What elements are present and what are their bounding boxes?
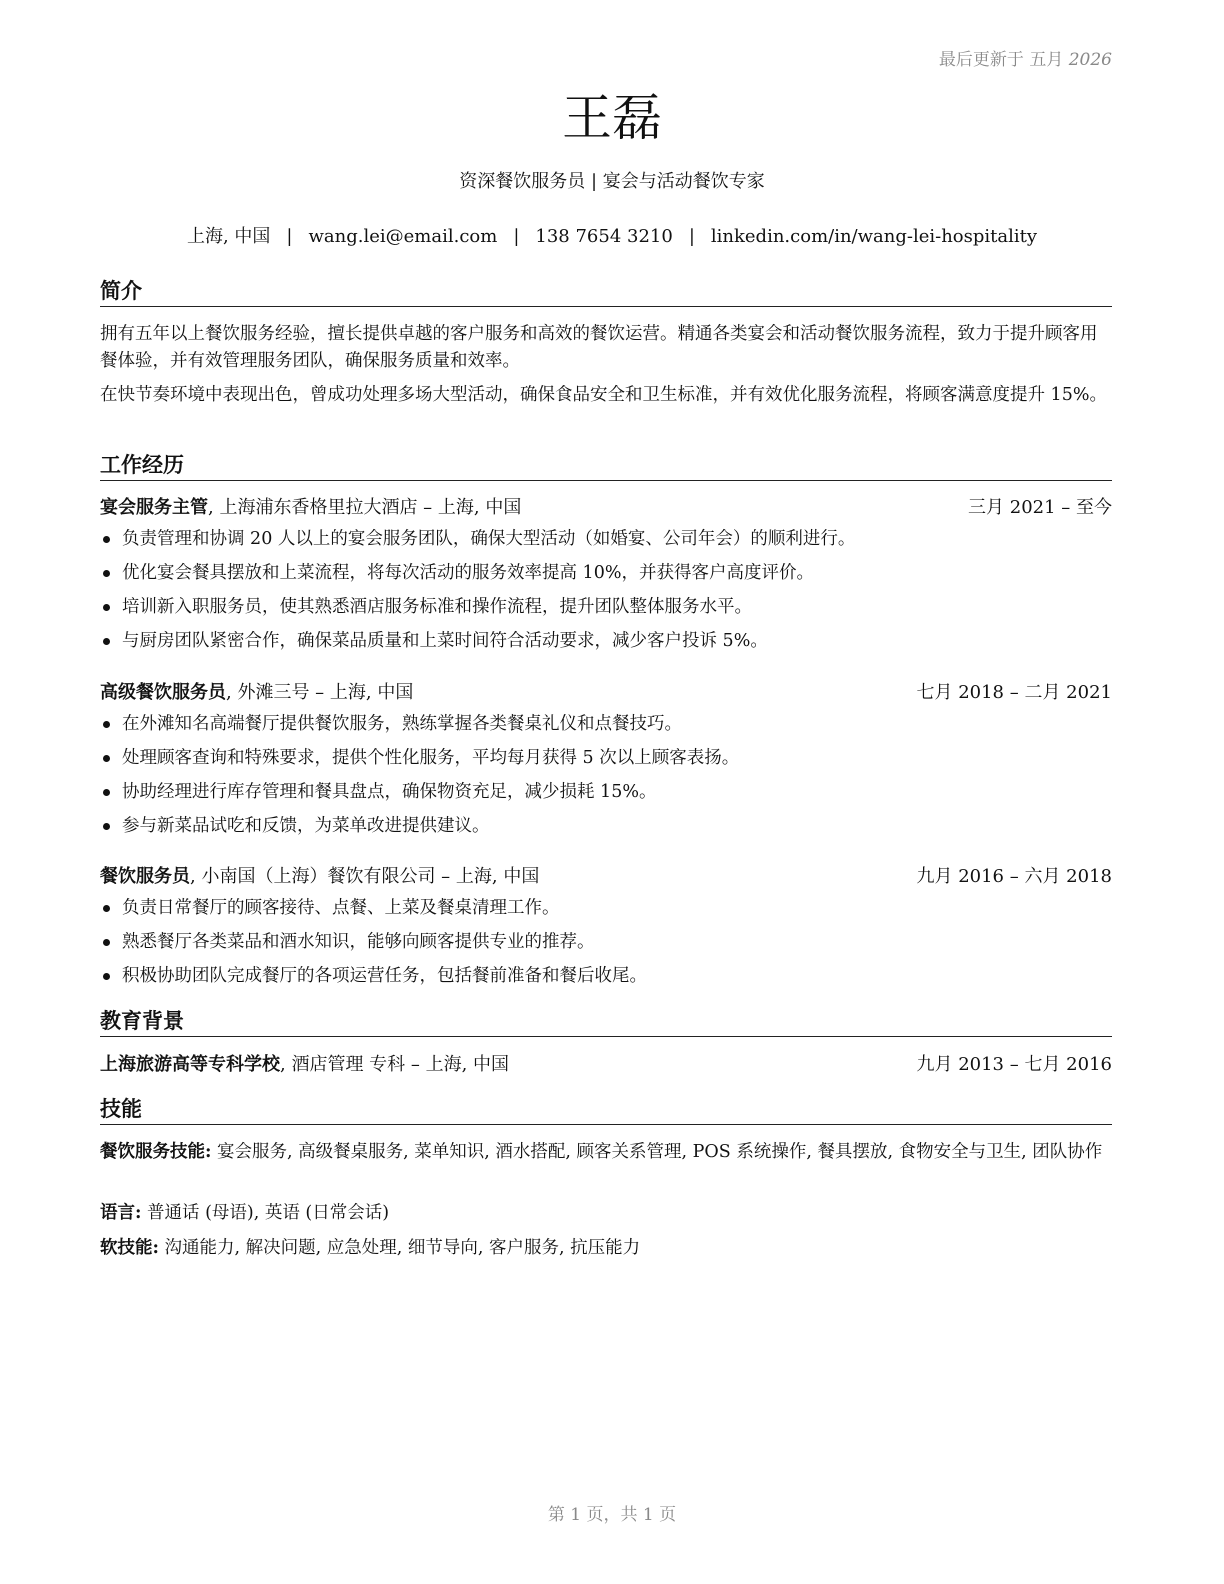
contact-separator: | [286, 226, 293, 247]
skill-label: 语言: [100, 1203, 142, 1223]
job-header [100, 495, 1112, 521]
skill-label: 餐饮服务技能: [100, 1142, 212, 1162]
education-heading: 教育背景 [100, 1007, 1112, 1037]
page-number: 第 1 页，共 1 页 [547, 1505, 677, 1525]
bullet-item: 积极协助团队完成餐厅的各项运营任务，包括餐前准备和餐后收尾。 [100, 962, 1112, 996]
skills-heading: 技能 [100, 1095, 1112, 1125]
job-title: 餐饮服务员 [100, 866, 190, 887]
experience-heading: 工作经历 [100, 451, 1112, 481]
contact-location: 上海, 中国 [186, 226, 271, 247]
bullet-item: 与厨房团队紧密合作，确保菜品质量和上菜时间符合活动要求，减少客户投诉 5%。 [100, 627, 1112, 661]
skill-value: 普通话 (母语), 英语 (日常会话) [141, 1203, 390, 1223]
bullet-item: 在外滩知名高端餐厅提供餐饮服务，熟练掌握各类餐桌礼仪和点餐技巧。 [100, 710, 1112, 744]
last-updated [939, 45, 1112, 70]
school-name: 上海旅游高等专科学校 [100, 1054, 280, 1075]
job-company: , 上海浦东香格里拉大酒店 – 上海, 中国 [208, 497, 522, 518]
skill-value: 宴会服务, 高级餐桌服务, 菜单知识, 酒水搭配, 顾客关系管理, POS 系统操作, 餐具摆放, 食物安全与卫生, 团队协作 [211, 1142, 1103, 1162]
bullet-item: 处理顾客查询和特殊要求，提供个性化服务，平均每月获得 5 次以上顾客表扬。 [100, 744, 1112, 778]
job-dates: 七月 2018 – 二月 2021 [916, 682, 1112, 703]
contact-email[interactable]: wang.lei@email.com [308, 226, 498, 247]
contact-separator: | [688, 226, 695, 247]
job-title: 宴会服务主管 [100, 497, 208, 518]
job-company: , 外滩三号 – 上海, 中国 [226, 682, 414, 703]
candidate-subtitle: 资深餐饮服务员 | 宴会与活动餐饮专家 [459, 171, 765, 192]
contact-separator: | [513, 226, 520, 247]
bullet-item: 负责管理和协调 20 人以上的宴会服务团队，确保大型活动（如婚宴、公司年会）的顺利进行。 [100, 525, 1112, 559]
education-detail: , 酒店管理 专科 – 上海, 中国 [280, 1054, 510, 1075]
summary-heading: 简介 [100, 277, 1112, 307]
job-dates: 三月 2021 – 至今 [968, 497, 1112, 518]
job-bullets [100, 894, 1112, 996]
job-dates: 九月 2016 – 六月 2018 [916, 866, 1112, 887]
last-updated-label: 最后更新于 五月 [938, 50, 1064, 70]
education-dates: 九月 2013 – 七月 2016 [916, 1054, 1112, 1075]
bullet-item: 负责日常餐厅的顾客接待、点餐、上菜及餐桌清理工作。 [100, 894, 1112, 928]
contact-linkedin[interactable]: linkedin.com/in/wang-lei-hospitality [710, 226, 1038, 247]
last-updated-year: 2026 [1068, 50, 1112, 70]
job-bullets [100, 525, 1112, 661]
skill-line [100, 1235, 1112, 1261]
job-company: , 小南国（上海）餐饮有限公司 – 上海, 中国 [190, 866, 540, 887]
bullet-item: 熟悉餐厅各类菜品和酒水知识，能够向顾客提供专业的推荐。 [100, 928, 1112, 962]
summary-paragraph: 在快节奏环境中表现出色，曾成功处理多场大型活动，确保食品安全和卫生标准，并有效优化服务流程，将顾客满意度提升 15%。 [100, 385, 1107, 405]
skill-line [100, 1139, 1112, 1165]
skill-value: 沟通能力, 解决问题, 应急处理, 细节导向, 客户服务, 抗压能力 [158, 1238, 641, 1258]
education-entry [100, 1052, 1112, 1078]
summary-paragraph: 拥有五年以上餐饮服务经验，擅长提供卓越的客户服务和高效的餐饮运营。精通各类宴会和活动餐饮服务流程，致力于提升顾客用餐体验，并有效管理服务团队，确保服务质量和效率。 [100, 324, 1098, 371]
candidate-name: 王磊 [562, 89, 662, 147]
skill-line [100, 1200, 1112, 1226]
bullet-item: 协助经理进行库存管理和餐具盘点，确保物资充足，减少损耗 15%。 [100, 778, 1112, 812]
skill-label: 软技能: [100, 1238, 159, 1258]
job-header [100, 864, 1112, 890]
bullet-item: 参与新菜品试吃和反馈，为菜单改进提供建议。 [100, 812, 1112, 846]
contact-line [0, 224, 1224, 250]
bullet-item: 培训新入职服务员，使其熟悉酒店服务标准和操作流程，提升团队整体服务水平。 [100, 593, 1112, 627]
contact-phone: 138 7654 3210 [535, 226, 673, 247]
job-bullets [100, 710, 1112, 846]
job-title: 高级餐饮服务员 [100, 682, 226, 703]
bullet-item: 优化宴会餐具摆放和上菜流程，将每次活动的服务效率提高 10%，并获得客户高度评价。 [100, 559, 1112, 593]
job-header [100, 680, 1112, 706]
